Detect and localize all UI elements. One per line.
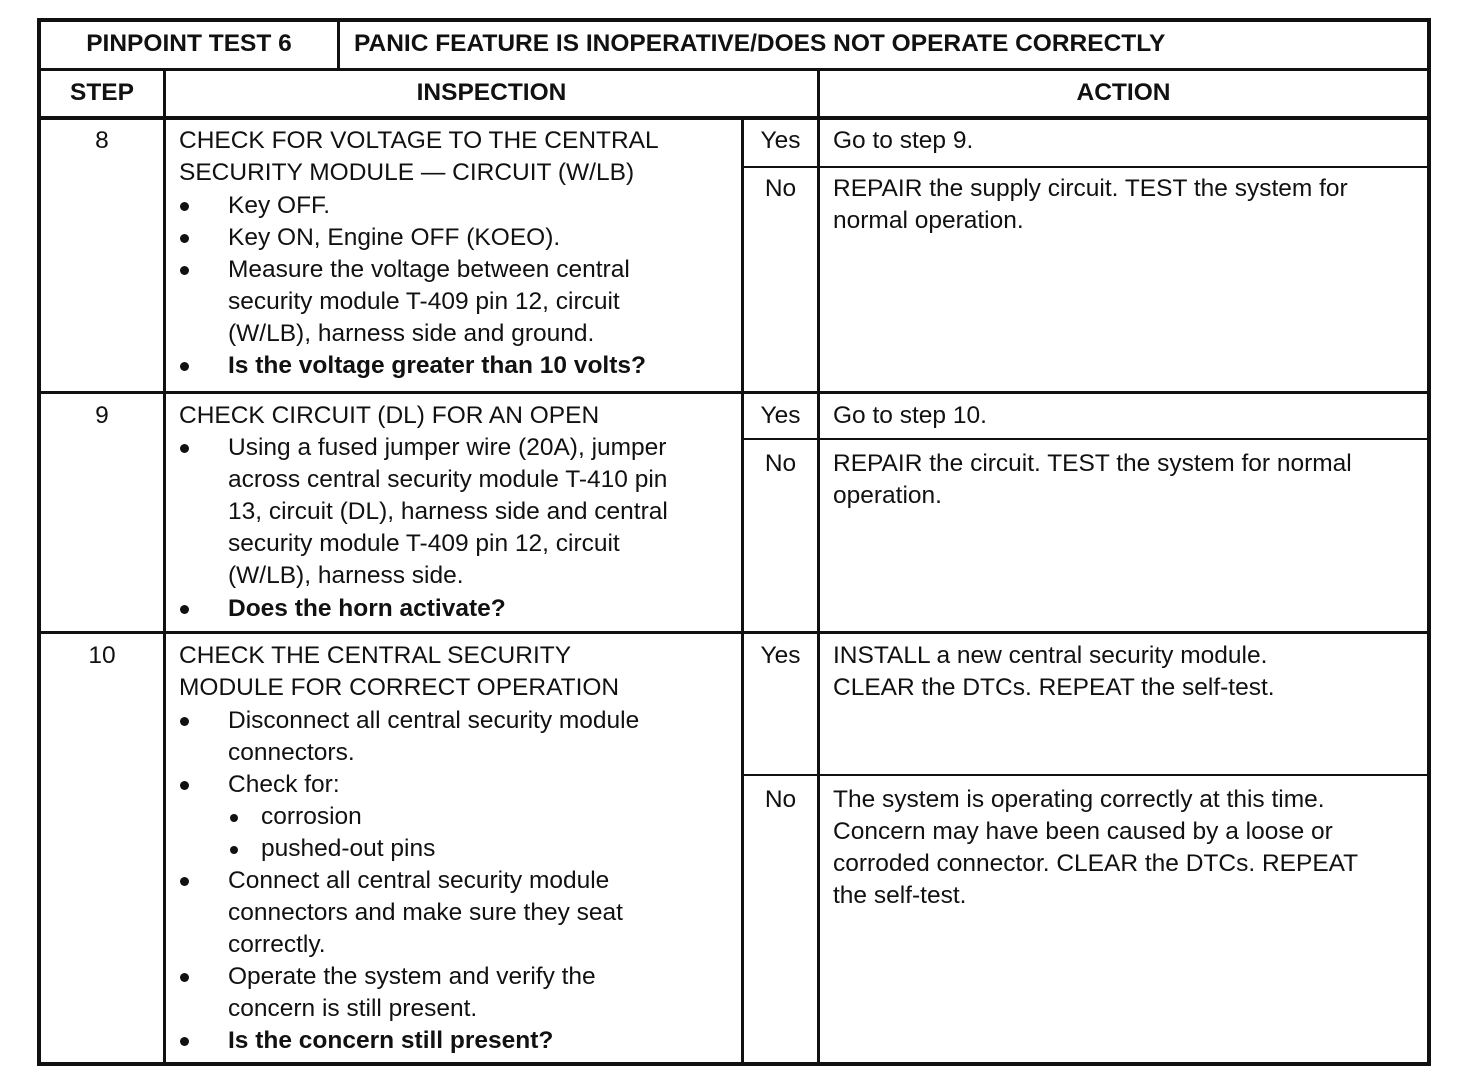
outcome-action: REPAIR the circuit. TEST the system for normal (833, 450, 1352, 477)
bullet-icon (180, 1037, 189, 1046)
inspection-question: Is the voltage greater than 10 volts? (228, 352, 646, 379)
outcome-action: REPAIR the supply circuit. TEST the system for (833, 175, 1348, 202)
header-action: ACTION (1076, 79, 1171, 106)
step-col-divider (163, 68, 166, 1066)
sub-bullet-icon (230, 814, 238, 822)
bullet-icon (180, 234, 189, 243)
inspection-question: Does the horn activate? (228, 595, 506, 622)
inspection-subitem: pushed-out pins (261, 835, 436, 862)
inspection-item: Disconnect all central security module (228, 707, 640, 734)
table-border-right (1427, 18, 1431, 1066)
outcome-action: The system is operating correctly at this time. (833, 786, 1325, 813)
title-row-divider (37, 68, 1431, 71)
outcome-action: Concern may have been caused by a loose or (833, 818, 1333, 845)
step-heading: CHECK THE CENTRAL SECURITY (179, 642, 572, 669)
bullet-icon (180, 444, 189, 453)
inspection-item: correctly. (228, 931, 326, 958)
inspection-item: Connect all central security module (228, 867, 610, 894)
outcome-action: operation. (833, 482, 942, 509)
inspection-item: 13, circuit (DL), harness side and central (228, 498, 668, 525)
bullet-icon (180, 717, 189, 726)
outcome-action: CLEAR the DTCs. REPEAT the self-test. (833, 674, 1275, 701)
outcome-action: Go to step 9. (833, 127, 974, 154)
table-border-left (37, 18, 41, 1066)
step-heading: SECURITY MODULE — CIRCUIT (W/LB) (179, 159, 635, 186)
header-step: STEP (70, 79, 134, 106)
bullet-icon (180, 781, 189, 790)
inspection-item: connectors. (228, 739, 355, 766)
inspection-item: Operate the system and verify the (228, 963, 596, 990)
action-col-divider (817, 68, 820, 1066)
step-8-outcome-divider (742, 166, 1431, 168)
step-9-outcome-divider (742, 438, 1431, 440)
step-heading: CHECK FOR VOLTAGE TO THE CENTRAL (179, 127, 659, 154)
outcome-action: the self-test. (833, 882, 967, 909)
inspection-question: Is the concern still present? (228, 1027, 554, 1054)
inspection-item: concern is still present. (228, 995, 478, 1022)
step-number: 8 (95, 127, 109, 154)
test-title: PANIC FEATURE IS INOPERATIVE/DOES NOT OPERATE CORRECTLY (354, 30, 1166, 57)
inspection-item: Key OFF. (228, 192, 331, 219)
inspection-item: security module T-409 pin 12, circuit (228, 288, 620, 315)
inspection-item: Measure the voltage between central (228, 256, 630, 283)
inspection-item: connectors and make sure they seat (228, 899, 623, 926)
inspection-item: (W/LB), harness side. (228, 562, 464, 589)
outcome-label-no: No (764, 786, 797, 813)
outcome-action: Go to step 10. (833, 402, 987, 429)
bullet-icon (180, 877, 189, 886)
sub-bullet-icon (230, 846, 238, 854)
bullet-icon (180, 266, 189, 275)
outcome-label-yes: Yes (760, 642, 801, 669)
outcome-label-yes: Yes (760, 402, 801, 429)
bullet-icon (180, 973, 189, 982)
step-number: 9 (95, 402, 109, 429)
header-row-divider (37, 116, 1431, 120)
header-inspection: INSPECTION (416, 79, 567, 106)
inspection-subitem: corrosion (261, 803, 362, 830)
outcome-label-yes: Yes (760, 127, 801, 154)
test-label: PINPOINT TEST 6 (86, 30, 292, 57)
inspection-item: (W/LB), harness side and ground. (228, 320, 595, 347)
outcome-action: corroded connector. CLEAR the DTCs. REPEAT (833, 850, 1359, 877)
inspection-item: security module T-409 pin 12, circuit (228, 530, 620, 557)
table-border-top (37, 18, 1431, 22)
outcome-action: INSTALL a new central security module. (833, 642, 1268, 669)
inspection-item: Key ON, Engine OFF (KOEO). (228, 224, 561, 251)
bullet-icon (180, 362, 189, 371)
step-8-divider (37, 391, 1431, 394)
step-9-divider (37, 631, 1431, 634)
inspection-item: across central security module T-410 pin (228, 466, 668, 493)
step-heading: MODULE FOR CORRECT OPERATION (179, 674, 620, 701)
result-col-divider (741, 116, 744, 1066)
table-border-bottom (37, 1062, 1431, 1066)
bullet-icon (180, 605, 189, 614)
step-heading: CHECK CIRCUIT (DL) FOR AN OPEN (179, 402, 600, 429)
outcome-action: normal operation. (833, 207, 1024, 234)
inspection-item: Using a fused jumper wire (20A), jumper (228, 434, 667, 461)
title-col-divider (337, 18, 340, 70)
inspection-item: Check for: (228, 771, 340, 798)
step-number: 10 (88, 642, 116, 669)
step-10-outcome-divider (742, 774, 1431, 776)
outcome-label-no: No (764, 450, 797, 477)
outcome-label-no: No (764, 175, 797, 202)
bullet-icon (180, 202, 189, 211)
